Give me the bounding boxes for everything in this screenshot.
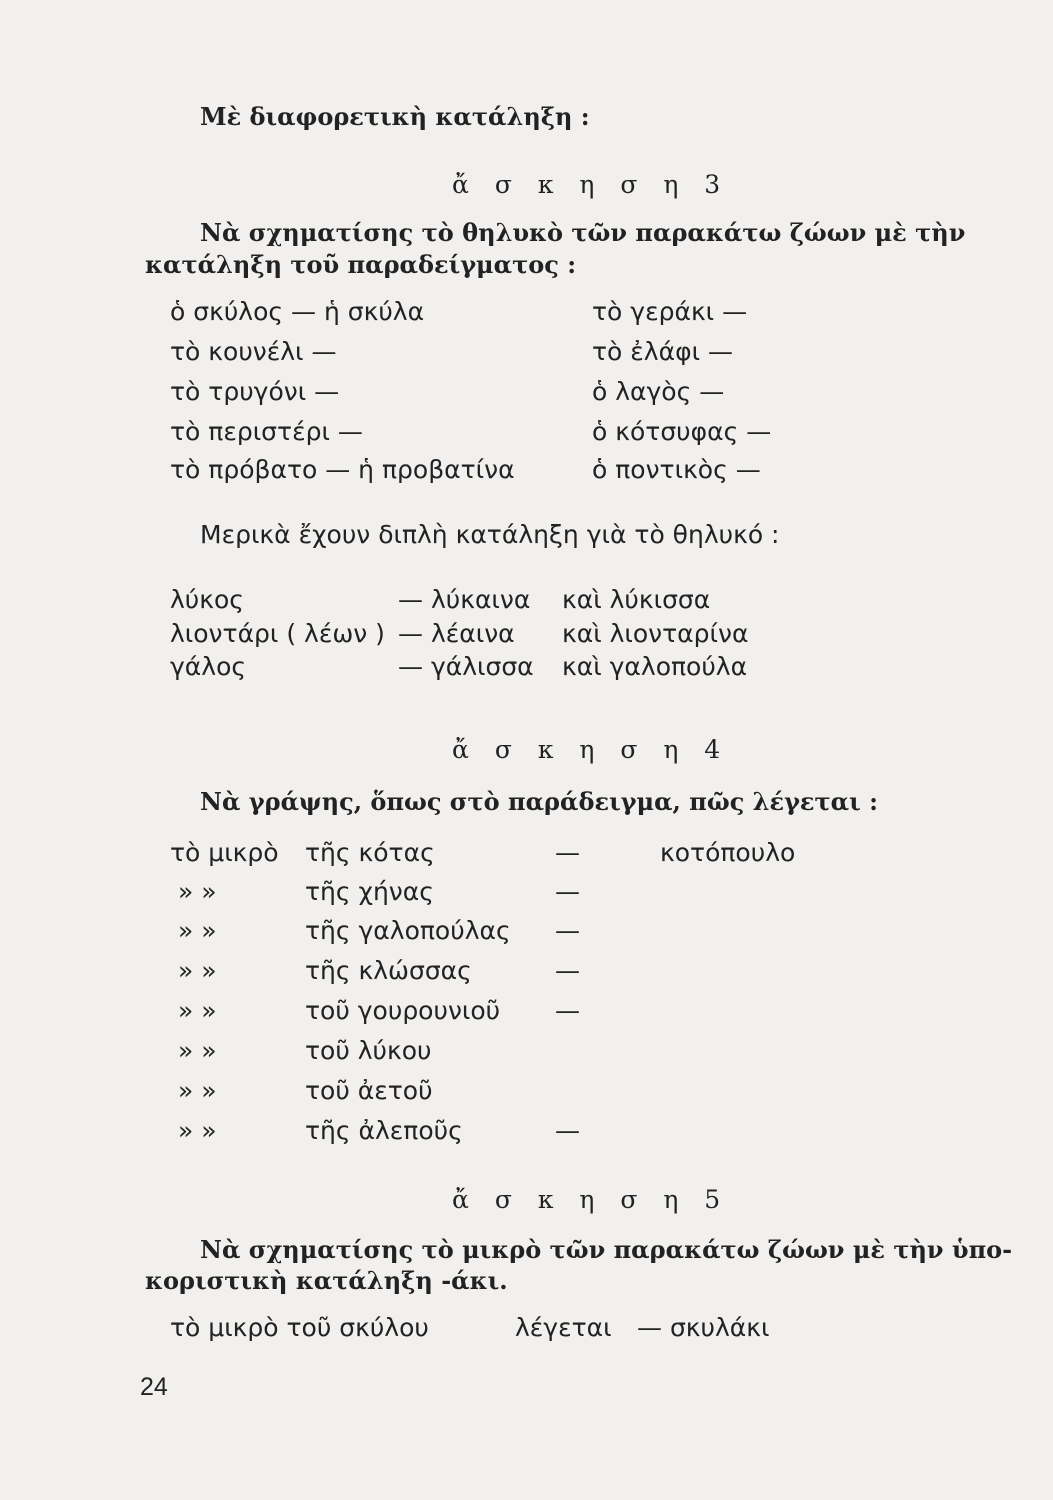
double-feminine-1: — λέαινα — [398, 619, 515, 648]
ex4-answer: κοτόπουλο — [660, 838, 796, 867]
ex4-first-prefix: τὸ μικρὸ — [170, 838, 279, 867]
ex4-ditto: » » — [178, 1076, 217, 1105]
ex4-ditto: » » — [178, 956, 217, 985]
ex4-noun: τοῦ ἀετοῦ — [305, 1076, 433, 1105]
double-masculine: λύκος — [170, 585, 244, 614]
ex4-dash: — — [555, 956, 580, 985]
ex4-dash: — — [555, 996, 580, 1025]
ex4-noun: τῆς ἀλεποῦς — [305, 1116, 463, 1145]
ex3-left-row: τὸ περιστέρι — — [170, 417, 363, 446]
ex3-right-row: ὁ ποντικὸς — — [592, 455, 761, 484]
ex3-right-row: ὁ λαγὸς — — [592, 377, 725, 406]
double-feminine-1: — γάλισσα — [398, 652, 534, 681]
ex4-noun: τῆς κότας — [305, 838, 435, 867]
ex3-right-row: ὁ κότσυφας — — [592, 417, 772, 446]
ex4-dash: — — [555, 916, 580, 945]
page-number: 24 — [140, 1373, 168, 1401]
ex3-right-row: τὸ γεράκι — — [592, 297, 748, 326]
exercise-5-instruction-line2: κοριστικὴ κατάληξη -άκι. — [145, 1266, 508, 1295]
ex4-ditto: » » — [178, 916, 217, 945]
ex4-dash: — — [555, 838, 580, 867]
ex4-dash: — — [555, 877, 580, 906]
ex4-noun: τῆς γαλοπούλας — [305, 916, 511, 945]
ex3-left-row: τὸ τρυγόνι — — [170, 377, 340, 406]
ex4-ditto: » » — [178, 877, 217, 906]
ex4-noun: τοῦ λύκου — [305, 1036, 432, 1065]
exercise-3-title: ἄ σ κ η σ η 3 — [452, 170, 730, 199]
ex3-left-row: τὸ κουνέλι — — [170, 337, 337, 366]
intro-heading: Μὲ διαφορετικὴ κατάληξη : — [200, 102, 590, 131]
double-feminine-1: — λύκαινα — [398, 585, 531, 614]
double-masculine: λιοντάρι ( λέων ) — [170, 619, 385, 648]
ex5-example-left: τὸ μικρὸ τοῦ σκύλου — [170, 1313, 429, 1342]
ex4-noun: τοῦ γουρουνιοῦ — [305, 996, 501, 1025]
ex4-noun: τῆς χήνας — [305, 877, 434, 906]
double-ending-intro: Μερικὰ ἔχουν διπλὴ κατάληξη γιὰ τὸ θηλυκό : — [200, 520, 780, 549]
exercise-3-instruction-line2: κατάληξη τοῦ παραδείγματος : — [145, 250, 577, 279]
ex5-example-right: — σκυλάκι — [637, 1313, 770, 1342]
exercise-3-instruction-line1: Νὰ σχηματίσης τὸ θηλυκὸ τῶν παρακάτω ζώων μὲ τὴν — [200, 218, 966, 247]
double-feminine-2: καὶ λύκισσα — [562, 585, 711, 614]
double-feminine-2: καὶ λιονταρίνα — [562, 619, 749, 648]
exercise-4-instruction: Νὰ γράψης, ὅπως στὸ παράδειγμα, πῶς λέγεται : — [200, 787, 878, 816]
ex4-ditto: » » — [178, 1116, 217, 1145]
ex4-dash: — — [555, 1116, 580, 1145]
ex4-ditto: » » — [178, 1036, 217, 1065]
double-feminine-2: καὶ γαλοπούλα — [562, 652, 748, 681]
ex4-noun: τῆς κλώσσας — [305, 956, 472, 985]
ex5-example-mid: λέγεται — [515, 1313, 612, 1342]
exercise-5-title: ἄ σ κ η σ η 5 — [452, 1185, 730, 1214]
exercise-4-title: ἄ σ κ η σ η 4 — [452, 735, 730, 764]
double-masculine: γάλος — [170, 652, 247, 681]
ex4-ditto: » » — [178, 996, 217, 1025]
ex3-right-row: τὸ ἐλάφι — — [592, 337, 733, 366]
ex3-left-row: ὁ σκύλος — ἡ σκύλα — [170, 297, 425, 326]
exercise-5-instruction-line1: Νὰ σχηματίσης τὸ μικρὸ τῶν παρακάτω ζώων μὲ τὴν ὑπο- — [200, 1235, 1013, 1264]
ex3-left-row: τὸ πρόβατο — ἡ προβατίνα — [170, 455, 515, 484]
